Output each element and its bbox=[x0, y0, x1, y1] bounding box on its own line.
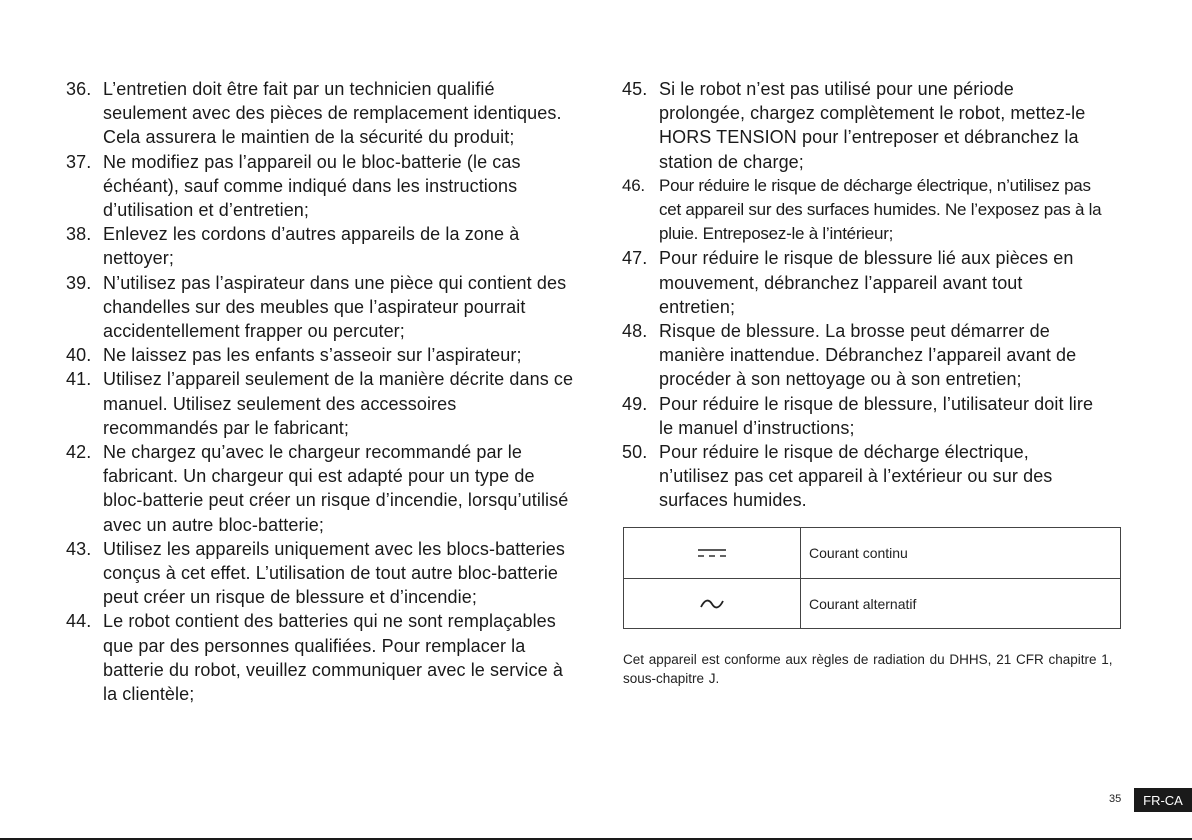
instruction-item bbox=[66, 222, 576, 270]
instruction-item bbox=[66, 77, 576, 150]
symbol-row bbox=[624, 528, 1120, 579]
item-text: Si le robot n’est pas utilisé pour une période prolongée, chargez complètement le robot, mettez-le HORS TENSION pour l’entreposer et débranchez la station de charge; bbox=[659, 79, 1086, 172]
instruction-item bbox=[66, 271, 576, 344]
instruction-item bbox=[66, 150, 576, 223]
item-text: Utilisez les appareils uniquement avec les blocs-batteries conçus à cet effet. L’utilisation de tout autre bloc-batterie peut créer un risque de blessure et d’incendie; bbox=[103, 538, 566, 608]
instruction-item bbox=[622, 174, 1102, 247]
instruction-item bbox=[622, 392, 1102, 440]
instruction-item bbox=[622, 319, 1102, 392]
symbol-description: Courant alternatif bbox=[809, 596, 917, 612]
symbol-cell bbox=[624, 579, 801, 629]
item-number: 40. bbox=[66, 345, 92, 366]
symbol-cell bbox=[624, 528, 801, 578]
alternating-current-icon bbox=[699, 597, 725, 611]
instructions-left-column bbox=[66, 77, 576, 706]
symbol-row bbox=[624, 579, 1120, 629]
item-number: 36. bbox=[66, 79, 92, 99]
item-number: 44. bbox=[66, 611, 92, 632]
item-number: 38. bbox=[66, 224, 92, 245]
item-number: 48. bbox=[622, 321, 648, 342]
item-text: Pour réduire le risque de blessure, l’utilisateur doit lire le manuel d’instructions; bbox=[659, 393, 1094, 438]
item-number: 42. bbox=[66, 442, 92, 463]
item-number: 49. bbox=[622, 393, 648, 414]
direct-current-icon bbox=[697, 547, 727, 559]
item-text: N’utilisez pas l’aspirateur dans une pièce qui contient des chandelles sur des meubles que l’aspirateur pourrait accidentellement frapper ou percuter; bbox=[103, 272, 567, 342]
item-number: 41. bbox=[66, 369, 92, 390]
item-text: Pour réduire le risque de blessure lié aux pièces en mouvement, débranchez l’appareil avant tout entretien; bbox=[659, 248, 1074, 317]
instruction-item bbox=[622, 440, 1102, 513]
instruction-item bbox=[622, 246, 1102, 319]
item-number: 37. bbox=[66, 151, 92, 172]
item-text: Ne modifiez pas l’appareil ou le bloc-batterie (le cas échéant), sauf comme indiqué dans les instructions d’utilisation et d’entretien; bbox=[103, 151, 521, 221]
item-number: 43. bbox=[66, 538, 92, 559]
instruction-item bbox=[66, 367, 576, 440]
item-number: 45. bbox=[622, 79, 648, 99]
instruction-item bbox=[66, 343, 576, 367]
instruction-item bbox=[66, 440, 576, 537]
instructions-right-column bbox=[622, 77, 1102, 513]
item-text: Le robot contient des batteries qui ne sont remplaçables que par des personnes qualifiées. Pour remplacer la batterie du robot, veuillez communiquer avec le service à la clientèle; bbox=[103, 611, 563, 705]
item-number: 50. bbox=[622, 442, 648, 463]
item-text: L’entretien doit être fait par un technicien qualifié seulement avec des pièces de remplacement identiques. Cela assurera le maintien de la sécurité du produit; bbox=[103, 79, 562, 148]
item-text: Pour réduire le risque de décharge électrique, n’utilisez pas cet appareil sur des surfaces humides. Ne l’exposez pas à la pluie. Entreposez-le à l’intérieur; bbox=[659, 175, 1102, 244]
instruction-item bbox=[66, 537, 576, 610]
item-text: Utilisez l’appareil seulement de la manière décrite dans ce manuel. Utilisez seulement des accessoires recommandés par le fabricant; bbox=[103, 369, 574, 438]
item-number: 47. bbox=[622, 248, 648, 269]
compliance-note: Cet appareil est conforme aux règles de radiation du DHHS, 21 CFR chapitre 1, sous-chapitre J. bbox=[623, 652, 1113, 686]
instruction-item bbox=[622, 77, 1102, 174]
item-text: Ne chargez qu’avec le chargeur recommandé par le fabricant. Un chargeur qui est adapté pour un type de bloc-batterie peut créer un risque d’incendie, lorsqu’utilisé avec un autre bloc-batterie; bbox=[103, 442, 569, 535]
item-text: Ne laissez pas les enfants s’asseoir sur l’aspirateur; bbox=[103, 345, 522, 366]
item-text: Pour réduire le risque de décharge électrique, n’utilisez pas cet appareil à l’extérieur ou sur des surfaces humides. bbox=[659, 442, 1053, 511]
item-number: 39. bbox=[66, 272, 92, 293]
item-text: Enlevez les cordons d’autres appareils de la zone à nettoyer; bbox=[103, 224, 520, 269]
instruction-item bbox=[66, 609, 576, 706]
symbol-description: Courant continu bbox=[809, 545, 908, 561]
page-number: 35 bbox=[1109, 793, 1122, 805]
symbol-table bbox=[623, 527, 1121, 629]
item-text: Risque de blessure. La brosse peut démarrer de manière inattendue. Débranchez l’appareil avant de procéder à son nettoyage ou à son entretien; bbox=[659, 321, 1077, 390]
item-number: 46. bbox=[622, 175, 645, 195]
language-tag: FR-CA bbox=[1134, 788, 1192, 812]
